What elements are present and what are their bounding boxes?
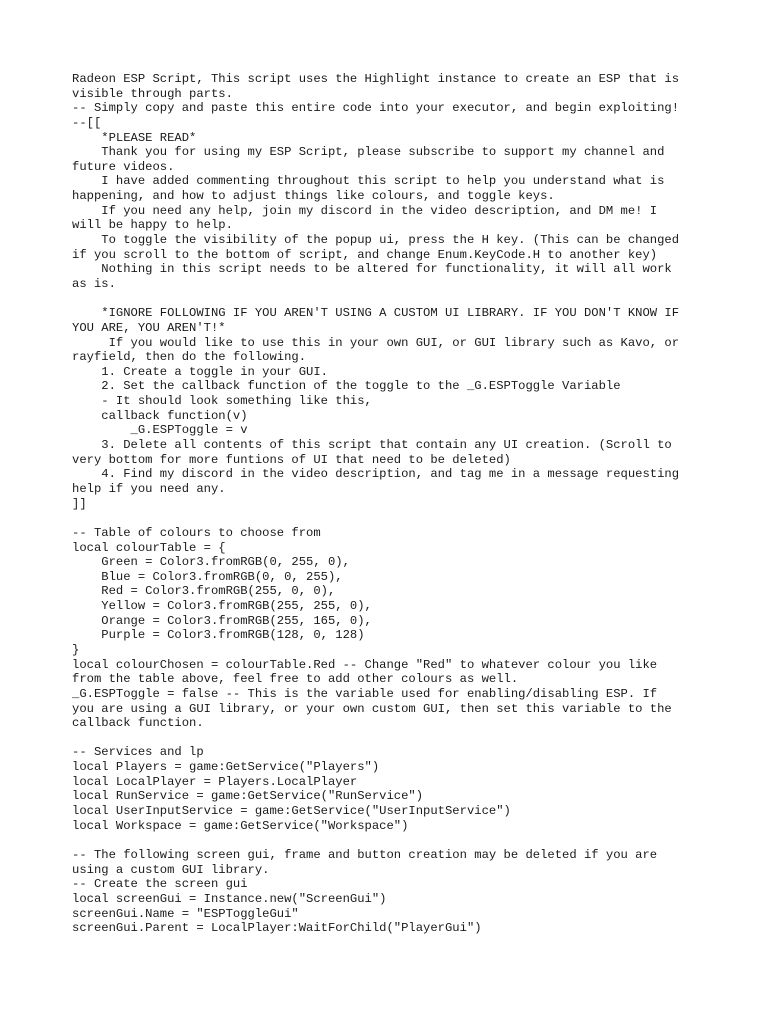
text-line: -- Simply copy and paste this entire code into your executor, and begin exploiting! bbox=[72, 101, 680, 116]
text-line: will be happy to help. bbox=[72, 218, 233, 233]
text-line: --[[ bbox=[72, 115, 102, 130]
text-line: ]] bbox=[72, 496, 87, 511]
text-line: if you scroll to the bottom of script, and change Enum.KeyCode.H to another key) bbox=[72, 247, 658, 262]
text-line: _G.ESPToggle = false -- This is the variable used for enabling/disabling ESP. If bbox=[72, 686, 658, 701]
text-line: YOU ARE, YOU AREN'T!* bbox=[72, 320, 226, 335]
text-line: If you need any help, join my discord in the video description, and DM me! I bbox=[72, 203, 658, 218]
text-line bbox=[72, 833, 702, 848]
text-line: happening, and how to adjust things like colours, and toggle keys. bbox=[72, 189, 555, 204]
text-line: -- Services and lp bbox=[72, 745, 204, 760]
text-line: local Workspace = game:GetService("Workspace") bbox=[72, 818, 409, 833]
text-line: *IGNORE FOLLOWING IF YOU AREN'T USING A CUSTOM UI LIBRARY. IF YOU DON'T KNOW IF bbox=[72, 306, 680, 321]
text-line: - It should look something like this, bbox=[72, 394, 372, 409]
text-line: very bottom for more funtions of UI that need to be deleted) bbox=[72, 452, 511, 467]
text-line: local UserInputService = game:GetService("UserInputService") bbox=[72, 804, 511, 819]
text-line: local Players = game:GetService("Players") bbox=[72, 760, 380, 775]
text-line: I have added commenting throughout this script to help you understand what is bbox=[72, 174, 665, 189]
text-line: Radeon ESP Script, This script uses the Highlight instance to create an ESP that is bbox=[72, 72, 680, 86]
text-line: Red = Color3.fromRGB(255, 0, 0), bbox=[72, 584, 336, 599]
text-line: you are using a GUI library, or your own custom GUI, then set this variable to the bbox=[72, 701, 672, 716]
text-line: -- The following screen gui, frame and button creation may be deleted if you are bbox=[72, 847, 658, 862]
text-line: } bbox=[72, 642, 80, 657]
text-line: screenGui.Name = "ESPToggleGui" bbox=[72, 906, 299, 921]
text-line: local screenGui = Instance.new("ScreenGui") bbox=[72, 891, 387, 906]
text-line bbox=[72, 731, 702, 746]
text-line: Thank you for using my ESP Script, please subscribe to support my channel and bbox=[72, 145, 665, 160]
text-line: *PLEASE READ* bbox=[72, 130, 197, 145]
text-line: Green = Color3.fromRGB(0, 255, 0), bbox=[72, 555, 350, 570]
text-line: callback function(v) bbox=[72, 408, 248, 423]
text-line: _G.ESPToggle = v bbox=[72, 423, 248, 438]
text-line: If you would like to use this in your own GUI, or GUI library such as Kavo, or bbox=[72, 335, 680, 350]
text-line: rayfield, then do the following. bbox=[72, 350, 307, 365]
text-line: 2. Set the callback function of the toggle to the _G.ESPToggle Variable bbox=[72, 379, 621, 394]
text-line: -- Create the screen gui bbox=[72, 877, 248, 892]
text-line: future videos. bbox=[72, 159, 175, 174]
text-line: using a custom GUI library. bbox=[72, 862, 270, 877]
text-line: from the table above, feel free to add other colours as well. bbox=[72, 672, 519, 687]
text-line: callback function. bbox=[72, 716, 204, 731]
text-line bbox=[72, 292, 702, 307]
text-line: as is. bbox=[72, 276, 116, 291]
text-line: screenGui.Parent = LocalPlayer:WaitForChild("PlayerGui") bbox=[72, 921, 482, 936]
text-line: -- Table of colours to choose from bbox=[72, 525, 321, 540]
script-text bbox=[72, 72, 702, 936]
text-line: 1. Create a toggle in your GUI. bbox=[72, 364, 328, 379]
text-line: Nothing in this script needs to be altered for functionality, it will all work bbox=[72, 262, 672, 277]
text-line bbox=[72, 511, 702, 526]
text-line: 3. Delete all contents of this script that contain any UI creation. (Scroll to bbox=[72, 438, 672, 453]
text-line: 4. Find my discord in the video description, and tag me in a message requesting bbox=[72, 467, 680, 482]
text-line: local colourChosen = colourTable.Red -- Change "Red" to whatever colour you like bbox=[72, 657, 658, 672]
text-line: To toggle the visibility of the popup ui, press the H key. (This can be changed bbox=[72, 233, 680, 248]
text-line: Purple = Color3.fromRGB(128, 0, 128) bbox=[72, 628, 365, 643]
text-line: local colourTable = { bbox=[72, 540, 226, 555]
text-line: visible through parts. bbox=[72, 86, 233, 101]
text-line: Blue = Color3.fromRGB(0, 0, 255), bbox=[72, 569, 343, 584]
text-line: Orange = Color3.fromRGB(255, 165, 0), bbox=[72, 613, 372, 628]
text-line: help if you need any. bbox=[72, 481, 226, 496]
text-line: local LocalPlayer = Players.LocalPlayer bbox=[72, 774, 358, 789]
text-line: Yellow = Color3.fromRGB(255, 255, 0), bbox=[72, 599, 372, 614]
text-line: local RunService = game:GetService("RunService") bbox=[72, 789, 424, 804]
